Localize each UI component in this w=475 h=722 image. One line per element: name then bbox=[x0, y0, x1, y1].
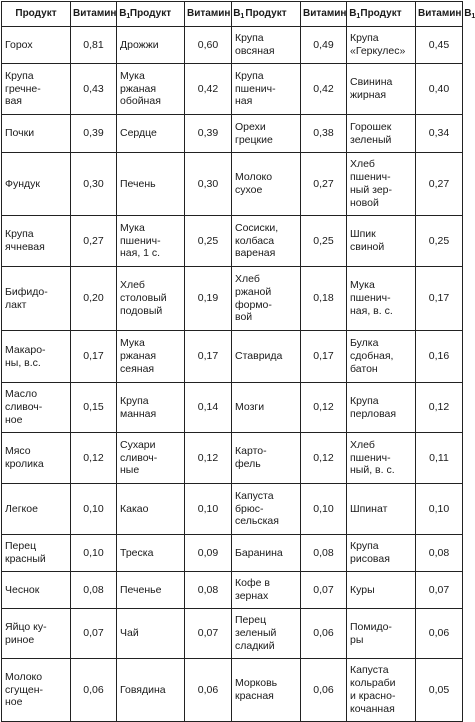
vitamin-value-cell: 0,15 bbox=[71, 383, 117, 433]
table-row bbox=[2, 27, 463, 64]
product-name-line: Помидо- bbox=[350, 620, 392, 633]
product-name-line: Булка bbox=[350, 337, 379, 350]
product-name-line: сухое bbox=[235, 184, 263, 196]
product-cell bbox=[2, 153, 71, 216]
product-name-line: манная bbox=[120, 407, 157, 420]
product-name-line: Шпинат bbox=[350, 502, 388, 515]
product-name-line: кочанная bbox=[350, 702, 395, 715]
product-name-line: Свинина bbox=[350, 76, 393, 89]
table-row bbox=[2, 383, 463, 433]
vitamin-value-cell: 0,81 bbox=[71, 27, 117, 64]
product-name-line: вареная bbox=[235, 247, 276, 260]
product-name-line: батон bbox=[350, 362, 378, 375]
vitamin-value-cell: 0,17 bbox=[301, 331, 347, 383]
product-name-line: Печень bbox=[120, 177, 156, 190]
vitamin-value-cell: 0,19 bbox=[185, 267, 232, 331]
product-name-line: Мука bbox=[350, 279, 375, 292]
product-cell bbox=[2, 433, 71, 484]
product-name-line: Ставрида bbox=[235, 350, 283, 363]
vitamin-value-cell: 0,06 bbox=[301, 659, 347, 722]
product-name-line: Морковь bbox=[235, 677, 278, 690]
vitamin-value-cell: 0,06 bbox=[416, 609, 463, 659]
product-cell bbox=[347, 659, 416, 722]
product-name-line: Мука bbox=[120, 69, 145, 82]
product-name-line: ны, в.с. bbox=[5, 356, 41, 369]
product-name-line: и красно- bbox=[350, 690, 396, 702]
product-name-line: Крупа bbox=[235, 32, 264, 45]
product-cell bbox=[117, 216, 185, 267]
product-name-line: пшенич- bbox=[350, 171, 391, 184]
product-name-line: Яйцо ку- bbox=[5, 620, 47, 633]
product-name-line: Фундук bbox=[5, 177, 41, 190]
vitamin-value-cell: 0,49 bbox=[301, 27, 347, 64]
product-name-line: Мозги bbox=[235, 401, 265, 414]
product-name-line: перловая bbox=[350, 407, 397, 420]
product-name-line: красный bbox=[5, 553, 46, 565]
product-name-line: Дрожжи bbox=[120, 38, 159, 51]
product-name-line: зернах bbox=[235, 590, 269, 602]
product-name-line: Крупа bbox=[235, 69, 264, 82]
product-name-line: кольраби bbox=[350, 677, 396, 690]
product-name-line: ный, в. с. bbox=[350, 464, 395, 477]
product-name-line: Перец bbox=[235, 614, 267, 627]
product-name-line: Молоко bbox=[5, 670, 43, 683]
product-name-line: вая bbox=[5, 95, 22, 108]
product-cell bbox=[2, 535, 71, 572]
product-name-line: Хлеб bbox=[350, 438, 375, 451]
table-row bbox=[2, 484, 463, 535]
vitamin-b1-table bbox=[1, 1, 475, 722]
vitamin-value-cell: 0,06 bbox=[185, 659, 232, 722]
product-cell bbox=[117, 535, 185, 572]
product-cell bbox=[232, 153, 301, 216]
vitamin-value-cell: 0,09 bbox=[185, 535, 232, 572]
product-name-line: Почки bbox=[5, 127, 35, 140]
product-name-line: колбаса bbox=[235, 234, 275, 247]
vitamin-value-cell: 0,07 bbox=[71, 609, 117, 659]
table-row bbox=[2, 216, 463, 267]
product-name-line: Мясо bbox=[5, 445, 31, 458]
product-cell bbox=[347, 609, 416, 659]
product-name-line: фель bbox=[235, 458, 261, 470]
table-row bbox=[2, 433, 463, 484]
vitamin-value-cell: 0,12 bbox=[416, 383, 463, 433]
header-product: Продукт bbox=[232, 2, 301, 27]
product-cell bbox=[2, 267, 71, 331]
product-name-line: ная bbox=[235, 95, 253, 108]
header-vitamin-b1: Витамин $В_1$ bbox=[301, 2, 347, 27]
product-cell bbox=[347, 216, 416, 267]
vitamin-value-cell: 0,43 bbox=[71, 64, 117, 115]
product-name-line: вой bbox=[235, 311, 253, 324]
product-name-line: свиной bbox=[350, 241, 385, 253]
vitamin-value-cell: 0,30 bbox=[71, 153, 117, 216]
product-name-line: Треска bbox=[120, 546, 154, 559]
product-name-line: Горох bbox=[5, 38, 33, 51]
header-row bbox=[2, 2, 463, 27]
product-cell bbox=[117, 267, 185, 331]
table-row bbox=[2, 659, 463, 722]
product-name-line: сгущен- bbox=[5, 683, 43, 696]
product-name-line: Хлеб bbox=[120, 279, 145, 292]
header-product: Продукт bbox=[347, 2, 416, 27]
product-cell bbox=[2, 659, 71, 722]
header-vitamin-b1: Витамин $В_1$ bbox=[71, 2, 117, 27]
vitamin-value-cell: 0,06 bbox=[71, 659, 117, 722]
product-cell bbox=[347, 572, 416, 609]
product-name-line: Молоко bbox=[235, 171, 273, 184]
vitamin-value-cell: 0,27 bbox=[71, 216, 117, 267]
vitamin-value-cell: 0,12 bbox=[301, 433, 347, 484]
product-name-line: Чай bbox=[120, 627, 139, 640]
product-name-line: Сердце bbox=[120, 127, 157, 140]
vitamin-value-cell: 0,39 bbox=[71, 115, 117, 153]
product-name-line: риное bbox=[5, 633, 35, 646]
product-name-line: Мука bbox=[120, 337, 145, 350]
vitamin-value-cell: 0,12 bbox=[185, 433, 232, 484]
product-cell bbox=[232, 659, 301, 722]
product-cell bbox=[2, 484, 71, 535]
product-cell bbox=[117, 484, 185, 535]
product-name-line: столовый bbox=[120, 292, 167, 305]
product-cell bbox=[117, 572, 185, 609]
product-cell bbox=[117, 27, 185, 64]
product-name-line: Капуста bbox=[235, 489, 274, 502]
vitamin-value-cell: 0,17 bbox=[71, 331, 117, 383]
product-name-line: ное bbox=[5, 413, 23, 426]
vitamin-value-cell: 0,10 bbox=[71, 484, 117, 535]
product-name-line: ржаная bbox=[120, 82, 157, 95]
product-name-line: ное bbox=[5, 696, 23, 709]
product-cell bbox=[2, 64, 71, 115]
product-name-line: Печенье bbox=[120, 583, 162, 596]
product-cell bbox=[347, 267, 416, 331]
product-name-line: Масло bbox=[5, 388, 38, 401]
header-vitamin-b1: Витамин $В_1$ bbox=[416, 2, 463, 27]
vitamin-value-cell: 0,08 bbox=[71, 572, 117, 609]
product-cell bbox=[232, 572, 301, 609]
product-name-line: пшенич- bbox=[350, 292, 391, 305]
product-name-line: сельская bbox=[235, 515, 279, 528]
header-product: Продукт bbox=[2, 2, 71, 27]
product-name-line: Орехи bbox=[235, 120, 266, 133]
vitamin-value-cell: 0,07 bbox=[416, 572, 463, 609]
product-cell bbox=[232, 484, 301, 535]
vitamin-value-cell: 0,27 bbox=[301, 153, 347, 216]
vitamin-value-cell: 0,11 bbox=[416, 433, 463, 484]
product-name-line: Крупа bbox=[5, 69, 34, 82]
vitamin-value-cell: 0,08 bbox=[416, 535, 463, 572]
product-name-line: Кофе в bbox=[235, 577, 270, 590]
product-cell bbox=[347, 153, 416, 216]
product-name-line: Крупа bbox=[350, 394, 379, 407]
vitamin-value-cell: 0,25 bbox=[301, 216, 347, 267]
product-cell bbox=[347, 64, 416, 115]
vitamin-value-cell: 0,10 bbox=[301, 484, 347, 535]
vitamin-value-cell: 0,39 bbox=[185, 115, 232, 153]
product-name-line: ный зер- bbox=[350, 184, 392, 196]
product-cell bbox=[117, 433, 185, 484]
vitamin-value-cell: 0,08 bbox=[301, 535, 347, 572]
product-cell bbox=[117, 331, 185, 383]
product-name-line: Крупа bbox=[350, 540, 379, 553]
table-row bbox=[2, 267, 463, 331]
product-cell bbox=[347, 433, 416, 484]
product-name-line: сеяная bbox=[120, 362, 155, 375]
vitamin-value-cell: 0,20 bbox=[71, 267, 117, 331]
product-cell bbox=[347, 27, 416, 64]
table-row bbox=[2, 572, 463, 609]
product-cell bbox=[347, 115, 416, 153]
product-cell bbox=[232, 331, 301, 383]
vitamin-value-cell: 0,25 bbox=[416, 216, 463, 267]
product-name-line: сладкий bbox=[235, 639, 275, 652]
header-product: Продукт bbox=[117, 2, 185, 27]
table-row bbox=[2, 535, 463, 572]
product-name-line: грецкие bbox=[235, 133, 273, 146]
product-name-line: подовый bbox=[120, 304, 163, 317]
product-name-line: Мука bbox=[120, 221, 145, 234]
product-name-line: Крупа bbox=[350, 32, 379, 45]
product-name-line: обойная bbox=[120, 95, 161, 108]
table-row bbox=[2, 609, 463, 659]
vitamin-value-cell: 0,42 bbox=[301, 64, 347, 115]
product-cell bbox=[232, 535, 301, 572]
product-name-line: Перец bbox=[5, 540, 37, 553]
product-name-line: Бифидо- bbox=[5, 285, 48, 298]
vitamin-value-cell: 0,42 bbox=[185, 64, 232, 115]
product-name-line: «Геркулес» bbox=[350, 45, 406, 57]
product-name-line: Говядина bbox=[120, 683, 166, 696]
vitamin-value-cell: 0,12 bbox=[301, 383, 347, 433]
table-row bbox=[2, 153, 463, 216]
product-name-line: формо- bbox=[235, 298, 272, 311]
vitamin-value-cell: 0,60 bbox=[185, 27, 232, 64]
vitamin-value-cell: 0,10 bbox=[71, 535, 117, 572]
product-name-line: Легкое bbox=[5, 502, 38, 515]
product-name-line: Капуста bbox=[350, 664, 389, 677]
product-name-line: Куры bbox=[350, 583, 375, 596]
vitamin-value-cell: 0,25 bbox=[185, 216, 232, 267]
product-name-line: Чеснок bbox=[5, 583, 40, 596]
product-cell bbox=[232, 216, 301, 267]
product-name-line: сливоч- bbox=[120, 451, 158, 464]
product-cell bbox=[232, 383, 301, 433]
vitamin-value-cell: 0,14 bbox=[185, 383, 232, 433]
product-name-line: Горошек bbox=[350, 120, 392, 133]
product-cell bbox=[117, 659, 185, 722]
product-name-line: брюс- bbox=[235, 502, 264, 515]
product-name-line: ные bbox=[120, 464, 140, 477]
product-cell bbox=[232, 27, 301, 64]
header-vitamin-b1: Витамин $В_1$ bbox=[185, 2, 232, 27]
product-name-line: Шпик bbox=[350, 228, 376, 241]
product-cell bbox=[117, 153, 185, 216]
vitamin-value-cell: 0,17 bbox=[416, 267, 463, 331]
product-name-line: Сухари bbox=[120, 438, 156, 451]
vitamin-value-cell: 0,07 bbox=[301, 572, 347, 609]
vitamin-value-cell: 0,27 bbox=[416, 153, 463, 216]
product-name-line: пшенич- bbox=[120, 234, 161, 247]
product-cell bbox=[2, 331, 71, 383]
vitamin-value-cell: 0,10 bbox=[416, 484, 463, 535]
product-name-line: красная bbox=[235, 690, 274, 702]
product-cell bbox=[232, 115, 301, 153]
product-cell bbox=[2, 383, 71, 433]
table-body bbox=[2, 27, 463, 722]
product-name-line: овсяная bbox=[235, 45, 275, 57]
product-name-line: гречне- bbox=[5, 82, 41, 95]
product-name-line: Хлеб bbox=[350, 158, 375, 171]
vitamin-value-cell: 0,07 bbox=[185, 609, 232, 659]
product-cell bbox=[232, 64, 301, 115]
vitamin-value-cell: 0,05 bbox=[416, 659, 463, 722]
product-name-line: новой bbox=[350, 196, 379, 209]
product-cell bbox=[232, 609, 301, 659]
product-cell bbox=[117, 383, 185, 433]
product-name-line: ная, 1 с. bbox=[120, 247, 161, 260]
vitamin-value-cell: 0,12 bbox=[71, 433, 117, 484]
table-row bbox=[2, 64, 463, 115]
table-row bbox=[2, 331, 463, 383]
vitamin-value-cell: 0,08 bbox=[185, 572, 232, 609]
product-cell bbox=[232, 433, 301, 484]
product-cell bbox=[117, 115, 185, 153]
vitamin-value-cell: 0,45 bbox=[416, 27, 463, 64]
product-cell bbox=[347, 383, 416, 433]
product-name-line: сдобная, bbox=[350, 350, 394, 363]
vitamin-value-cell: 0,34 bbox=[416, 115, 463, 153]
product-name-line: пшенич- bbox=[235, 82, 276, 95]
product-name-line: кролика bbox=[5, 458, 44, 470]
product-cell bbox=[117, 609, 185, 659]
table-row bbox=[2, 115, 463, 153]
product-name-line: сливоч- bbox=[5, 401, 43, 414]
product-name-line: рисовая bbox=[350, 553, 390, 565]
vitamin-value-cell: 0,40 bbox=[416, 64, 463, 115]
product-name-line: Баранина bbox=[235, 546, 283, 559]
product-cell bbox=[2, 609, 71, 659]
product-cell bbox=[2, 115, 71, 153]
product-name-line: Карто- bbox=[235, 445, 267, 458]
vitamin-value-cell: 0,18 bbox=[301, 267, 347, 331]
product-name-line: зеленый bbox=[235, 627, 277, 640]
product-name-line: ржаная bbox=[120, 350, 157, 363]
product-name-line: лакт bbox=[5, 298, 27, 311]
product-name-line: Крупа bbox=[120, 394, 149, 407]
product-cell bbox=[347, 535, 416, 572]
vitamin-value-cell: 0,17 bbox=[185, 331, 232, 383]
product-cell bbox=[2, 27, 71, 64]
vitamin-value-cell: 0,16 bbox=[416, 331, 463, 383]
vitamin-value-cell: 0,06 bbox=[301, 609, 347, 659]
product-name-line: ная, в. с. bbox=[350, 304, 393, 317]
product-cell bbox=[2, 572, 71, 609]
product-cell bbox=[117, 64, 185, 115]
product-name-line: Крупа bbox=[5, 228, 34, 241]
product-name-line: Какао bbox=[120, 502, 149, 515]
vitamin-value-cell: 0,38 bbox=[301, 115, 347, 153]
product-name-line: пшенич- bbox=[350, 451, 391, 464]
product-name-line: зеленый bbox=[350, 133, 392, 146]
product-name-line: жирная bbox=[350, 89, 387, 101]
product-name-line: Сосиски, bbox=[235, 221, 279, 234]
product-name-line: Макаро- bbox=[5, 343, 46, 356]
product-cell bbox=[347, 484, 416, 535]
product-name-line: ячневая bbox=[5, 241, 45, 253]
product-name-line: ры bbox=[350, 633, 364, 646]
product-name-line: Хлеб bbox=[235, 272, 260, 285]
product-cell bbox=[2, 216, 71, 267]
vitamin-value-cell: 0,30 bbox=[185, 153, 232, 216]
vitamin-value-cell: 0,10 bbox=[185, 484, 232, 535]
product-cell bbox=[232, 267, 301, 331]
product-cell bbox=[347, 331, 416, 383]
product-name-line: ржаной bbox=[235, 285, 272, 298]
